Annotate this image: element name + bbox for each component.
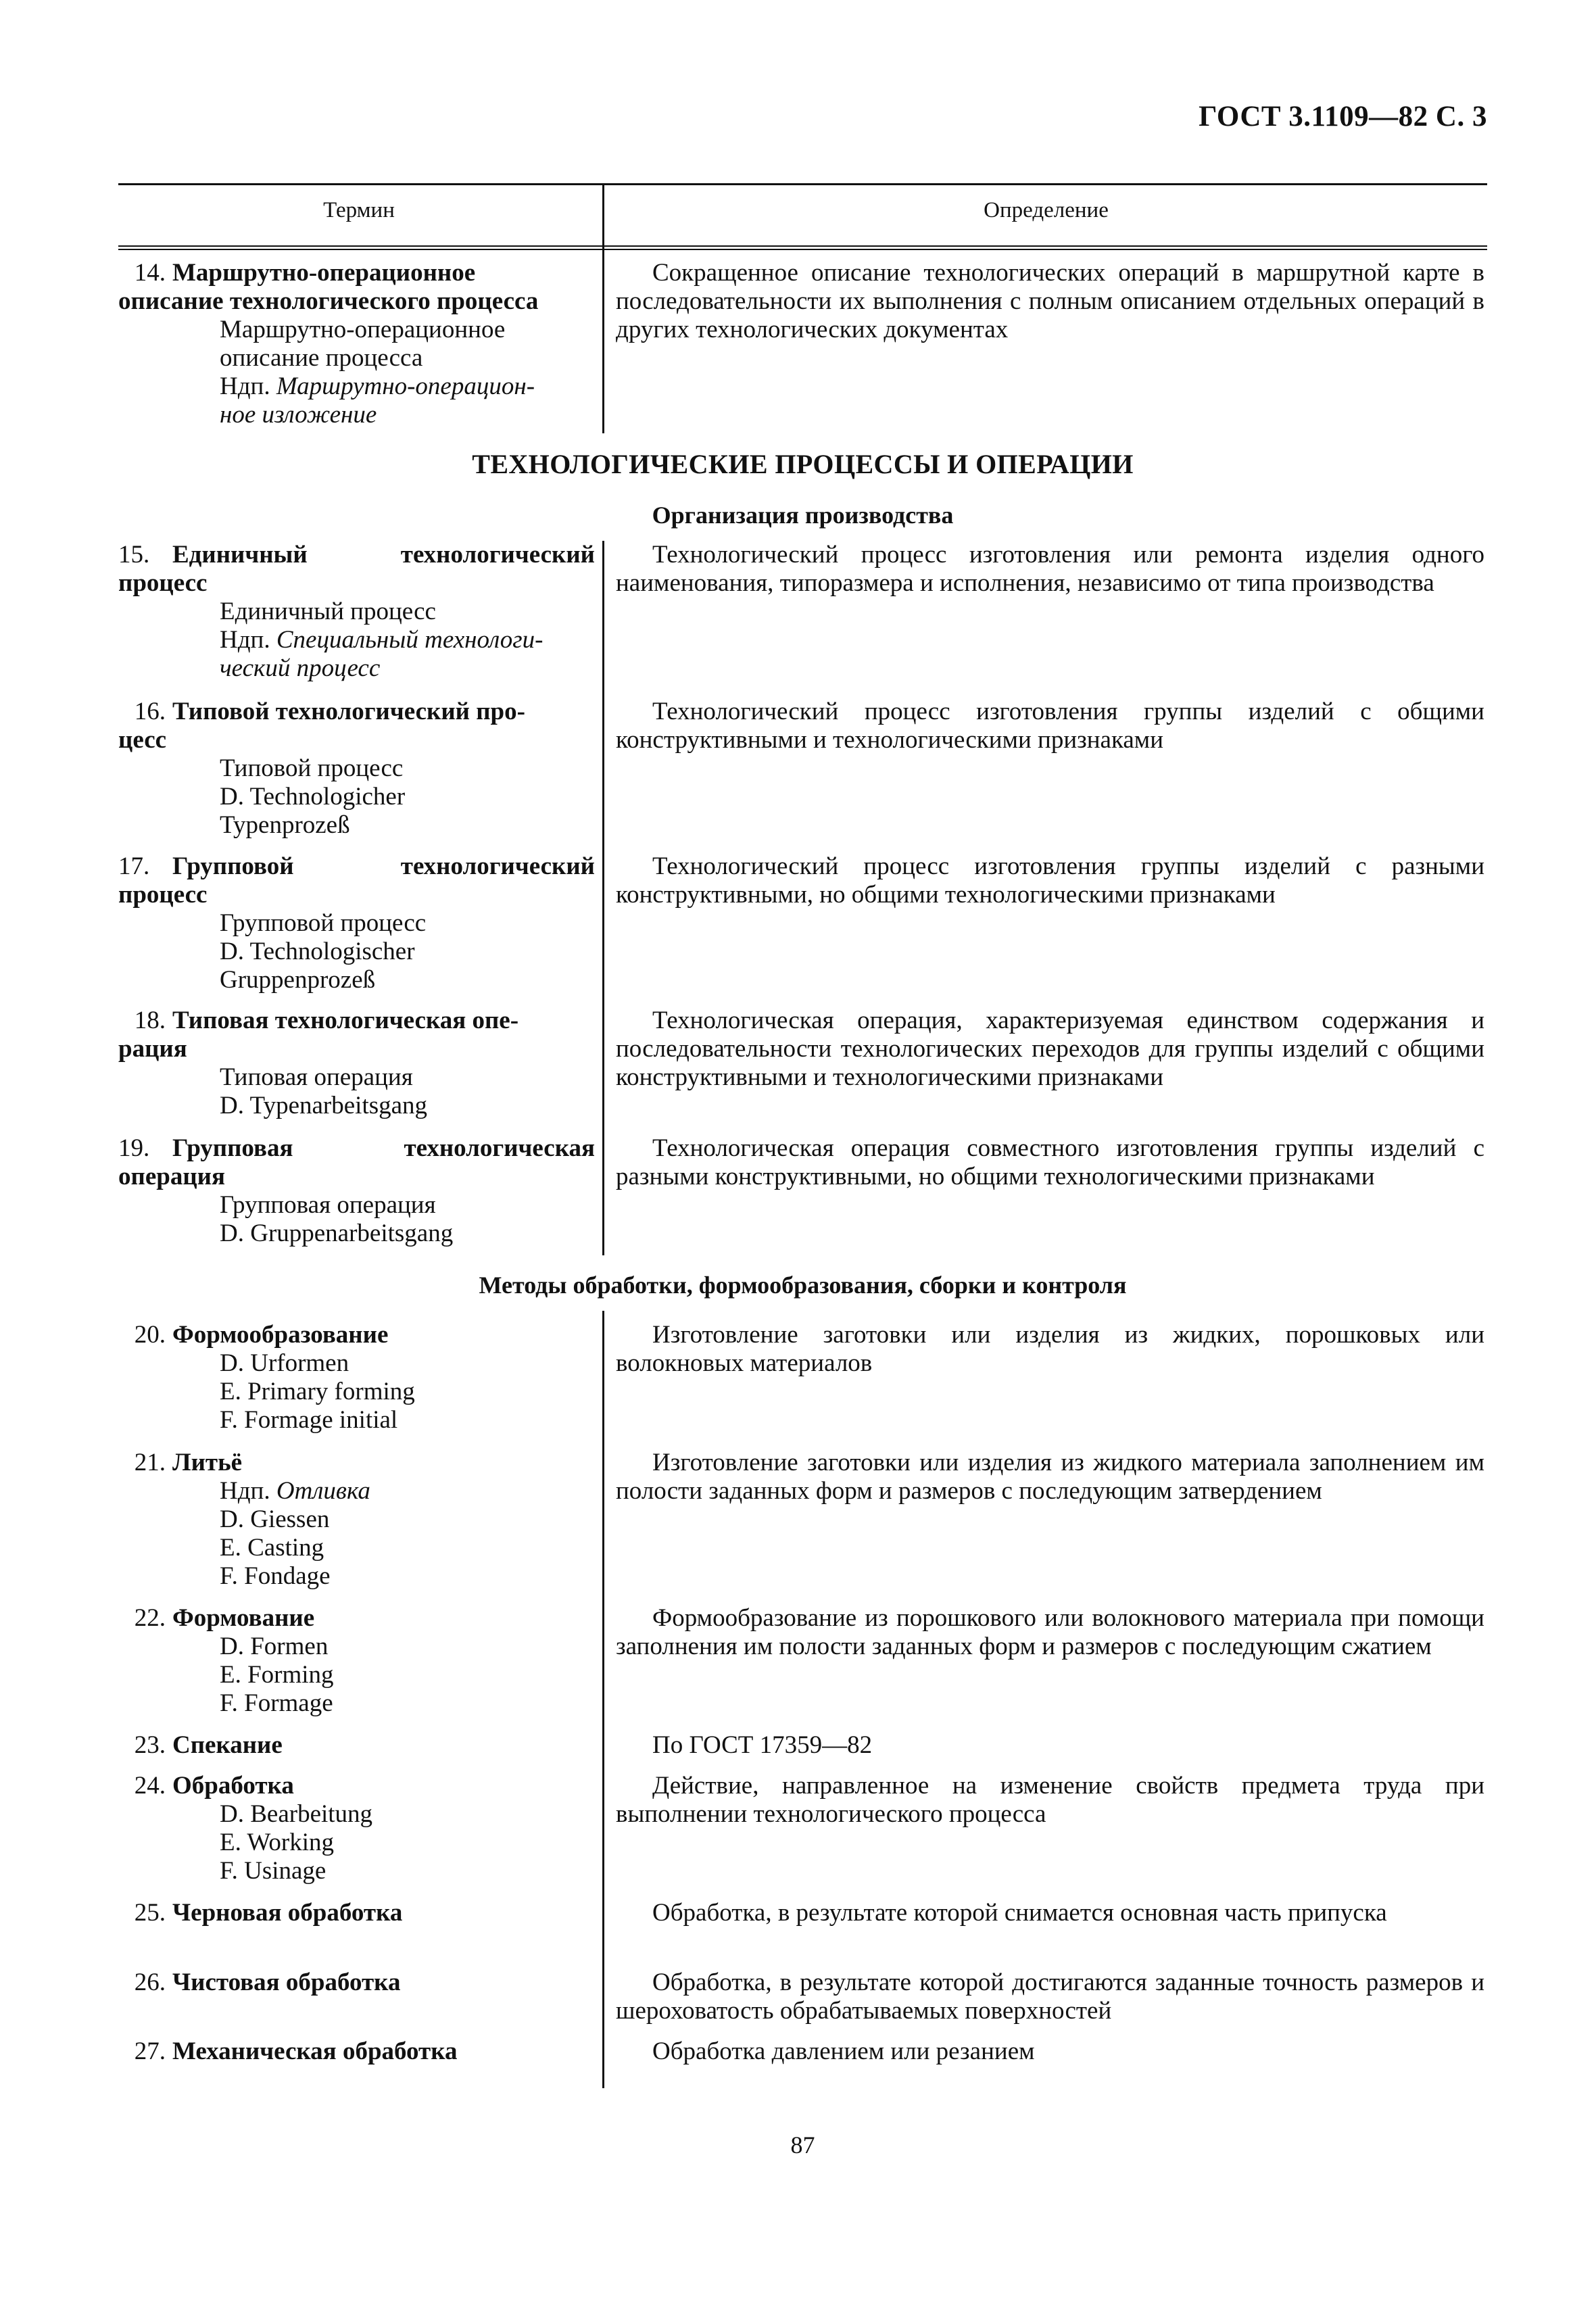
term-cell: [118, 1321, 595, 1434]
synonym-line: [118, 1829, 595, 1857]
definition-cell: [616, 1731, 1484, 1760]
table-header-rule: [118, 245, 1487, 250]
synonym-text: Типовой процесс: [220, 754, 404, 782]
synonym-text: Отливка: [276, 1477, 370, 1505]
term-name: процесс: [118, 881, 208, 909]
term-cell: [118, 1772, 595, 1885]
synonym-text: E. Forming: [220, 1661, 334, 1689]
definition-cell: [616, 2037, 1484, 2066]
term-line: [118, 1899, 595, 1927]
term-number: 25.: [134, 1899, 166, 1927]
term-name: Чистовая обработка: [172, 1969, 401, 1996]
term-name: операция: [118, 1163, 225, 1190]
definition-text: Технологический процесс изготовления группы изделий с общими конструктивными и технологическими признаками: [616, 698, 1484, 754]
synonym-line: [118, 1349, 595, 1378]
synonym-text: F. Fondage: [220, 1562, 331, 1590]
synonym-line: [118, 1689, 595, 1718]
definition-cell: [616, 1604, 1484, 1661]
column-header-term: Термин: [323, 198, 395, 222]
term-cell: [118, 1604, 595, 1718]
definition-text: По ГОСТ 17359—82: [652, 1731, 873, 1759]
synonym-text: F. Formage initial: [220, 1406, 398, 1434]
term-number: 23.: [134, 1731, 166, 1759]
definition-cell: [616, 1007, 1484, 1092]
term-number: 15.: [118, 541, 150, 569]
synonym-text: Групповая операция: [220, 1191, 436, 1219]
synonym-line: [118, 811, 595, 840]
synonym-text: D. Typenarbeitsgang: [220, 1092, 428, 1119]
synonym-text: Групповой процесс: [220, 909, 427, 937]
synonym-text: ческий процесс: [220, 654, 381, 682]
term-number: 22.: [134, 1604, 166, 1632]
standard-title: ГОСТ 3.1109—82 С. 3: [1199, 101, 1487, 132]
column-divider: [602, 1311, 604, 2088]
term-number: 26.: [134, 1969, 166, 1996]
term-line: [118, 1007, 595, 1035]
synonym-line: [118, 754, 595, 783]
synonym-line: [118, 654, 595, 683]
term-name: Формообразование: [172, 1321, 389, 1349]
synonym-text: D. Giessen: [220, 1505, 330, 1533]
synonym-label: Ндп.: [220, 372, 276, 400]
synonym-line: [118, 966, 595, 994]
term-name: Типовой технологический про-: [172, 698, 525, 725]
synonym-text: F. Formage: [220, 1689, 333, 1717]
synonym-text: D. Formen: [220, 1633, 329, 1660]
table-top-rule: [118, 183, 1487, 185]
synonym-line: [118, 783, 595, 811]
term-name: процесс: [118, 569, 208, 597]
term-line: [118, 881, 595, 909]
term-line: [118, 1035, 595, 1063]
term-number: 17.: [118, 852, 150, 880]
synonym-text: Маршрутно-операционное: [220, 316, 506, 343]
synonym-text: описание процесса: [220, 344, 423, 372]
subsection-title-methods: Методы обработки, формообразования, сборки и контроля: [479, 1272, 1127, 1299]
definition-cell: [616, 852, 1484, 909]
term-name: Групповая технологическая: [172, 1134, 595, 1162]
synonym-line: [118, 1661, 595, 1689]
definition-text: Обработка, в результате которой снимается основная часть припуска: [652, 1899, 1387, 1927]
definition-cell: [616, 1134, 1484, 1191]
term-name: Спекание: [172, 1731, 283, 1759]
definition-cell: [616, 1449, 1484, 1505]
term-cell: [118, 1134, 595, 1248]
definition-text: Сокращенное описание технологических операций в маршрутной карте в последовательности их выполнения с полным описанием отдельных операций в других технологических документах: [616, 259, 1484, 343]
page-number: 87: [790, 2131, 815, 2158]
synonym-line: [118, 372, 595, 401]
term-cell: [118, 1449, 595, 1591]
synonym-text: D. Technologicher: [220, 783, 406, 811]
definition-cell: [616, 698, 1484, 754]
definition-text: Обработка, в результате которой достигаются заданные точность размеров и шероховатость обрабатываемых поверхностей: [616, 1969, 1484, 2025]
synonym-text: Gruppenprozeß: [220, 966, 376, 994]
term-number: 19.: [118, 1134, 150, 1162]
synonym-line: [118, 1534, 595, 1562]
term-line: [118, 1772, 595, 1800]
synonym-text: D. Technologischer: [220, 938, 415, 965]
term-line: [118, 726, 595, 754]
term-line: [118, 1321, 595, 1349]
term-cell: [118, 541, 595, 683]
synonym-line: [118, 401, 595, 429]
term-line: [118, 259, 595, 287]
term-cell: [118, 852, 595, 994]
synonym-line: [118, 1857, 595, 1885]
synonym-text: D. Bearbeitung: [220, 1800, 373, 1828]
definition-cell: [616, 1772, 1484, 1829]
term-name: цесс: [118, 726, 167, 754]
subsection-title-organization: Организация производства: [652, 502, 954, 529]
synonym-line: [118, 1505, 595, 1534]
synonym-label: Ндп.: [220, 1477, 276, 1505]
synonym-text: Маршрутно-операцион-: [276, 372, 535, 400]
term-cell: [118, 2037, 595, 2066]
synonym-line: [118, 1063, 595, 1092]
definition-cell: [616, 1321, 1484, 1378]
term-line: [118, 569, 595, 598]
term-name: Черновая обработка: [172, 1899, 403, 1927]
term-name: Литьё: [172, 1449, 243, 1476]
term-number: 16.: [134, 698, 166, 725]
term-cell: [118, 698, 595, 840]
column-header-definition: Определение: [984, 198, 1109, 222]
term-number: 27.: [134, 2037, 166, 2065]
section-title: ТЕХНОЛОГИЧЕСКИЕ ПРОЦЕССЫ И ОПЕРАЦИИ: [472, 449, 1134, 479]
synonym-text: Единичный процесс: [220, 598, 436, 625]
term-cell: [118, 1969, 595, 1997]
synonym-text: Специальный технологи-: [276, 626, 543, 654]
definition-text: Технологический процесс изготовления группы изделий с разными конструктивными, но общими технологическими признаками: [616, 852, 1484, 909]
document-page: [118, 0, 1487, 2316]
synonym-line: [118, 1220, 595, 1248]
term-line: [118, 2037, 595, 2066]
term-name: Обработка: [172, 1772, 294, 1800]
synonym-line: [118, 909, 595, 938]
definition-cell: [616, 1969, 1484, 2025]
synonym-text: Typenprozeß: [220, 811, 350, 839]
synonym-text: F. Usinage: [220, 1857, 327, 1885]
term-name: Типовая технологическая опе-: [172, 1007, 519, 1034]
synonym-text: Типовая операция: [220, 1063, 413, 1091]
term-number: 21.: [134, 1449, 166, 1476]
term-number: 20.: [134, 1321, 166, 1349]
definition-text: Действие, направленное на изменение свойств предмета труда при выполнении технологического процесса: [616, 1772, 1484, 1828]
term-line: [118, 1134, 595, 1163]
synonym-text: D. Gruppenarbeitsgang: [220, 1220, 454, 1247]
term-name: Единичный технологический: [172, 541, 595, 569]
synonym-line: [118, 1191, 595, 1220]
term-number: 18.: [134, 1007, 166, 1034]
term-name: Формование: [172, 1604, 315, 1632]
synonym-line: [118, 598, 595, 626]
definition-text: Технологическая операция, характеризуемая единством содержания и последовательности технологических переходов для группы изделий с общими конструктивными и технологическими признаками: [616, 1007, 1484, 1091]
term-name: Групповой технологический: [172, 852, 595, 880]
term-cell: [118, 1731, 595, 1760]
definition-cell: [616, 541, 1484, 598]
synonym-line: [118, 1562, 595, 1591]
term-line: [118, 1731, 595, 1760]
column-divider: [602, 183, 604, 433]
synonym-line: [118, 1800, 595, 1829]
term-name: описание технологического процесса: [118, 287, 539, 315]
synonym-text: E. Casting: [220, 1534, 324, 1562]
term-cell: [118, 1899, 595, 1927]
synonym-line: [118, 1406, 595, 1434]
term-cell: [118, 259, 595, 429]
term-name: Механическая обработка: [172, 2037, 458, 2065]
term-cell: [118, 1007, 595, 1120]
term-number: 24.: [134, 1772, 166, 1800]
term-name: Маршрутно-операционное: [172, 259, 476, 287]
definition-cell: [616, 1899, 1484, 1927]
term-line: [118, 1969, 595, 1997]
synonym-line: [118, 938, 595, 966]
synonym-line: [118, 1378, 595, 1406]
synonym-text: E. Primary forming: [220, 1378, 415, 1405]
synonym-line: [118, 1477, 595, 1505]
synonym-text: E. Working: [220, 1829, 334, 1856]
term-line: [118, 1449, 595, 1477]
column-divider: [602, 541, 604, 1255]
synonym-line: [118, 316, 595, 344]
term-line: [118, 698, 595, 726]
term-line: [118, 287, 595, 316]
synonym-line: [118, 626, 595, 654]
synonym-text: ное изложение: [220, 401, 377, 429]
definition-text: Изготовление заготовки или изделия из жидких, порошковых или волокновых материалов: [616, 1321, 1484, 1377]
definition-text: Формообразование из порошкового или волокнового материала при помощи заполнения им полости заданных форм и размеров с последующим сжатием: [616, 1604, 1484, 1660]
synonym-line: [118, 344, 595, 372]
definition-text: Изготовление заготовки или изделия из жидкого материала заполнением им полости заданных форм и размеров с последующим затвердением: [616, 1449, 1484, 1505]
synonym-line: [118, 1633, 595, 1661]
definition-text: Обработка давлением или резанием: [652, 2037, 1035, 2065]
definition-cell: [616, 259, 1484, 344]
definition-text: Технологический процесс изготовления или ремонта изделия одного наименования, типоразмера и исполнения, независимо от типа производства: [616, 541, 1484, 597]
definition-text: Технологическая операция совместного изготовления группы изделий с разными конструктивными, но общими технологическими признаками: [616, 1134, 1484, 1190]
term-line: [118, 1604, 595, 1633]
term-line: [118, 541, 595, 569]
synonym-line: [118, 1092, 595, 1120]
term-line: [118, 852, 595, 881]
synonym-label: Ндп.: [220, 626, 276, 654]
term-name: рация: [118, 1035, 187, 1063]
term-number: 14.: [134, 259, 166, 287]
term-line: [118, 1163, 595, 1191]
synonym-text: D. Urformen: [220, 1349, 349, 1377]
